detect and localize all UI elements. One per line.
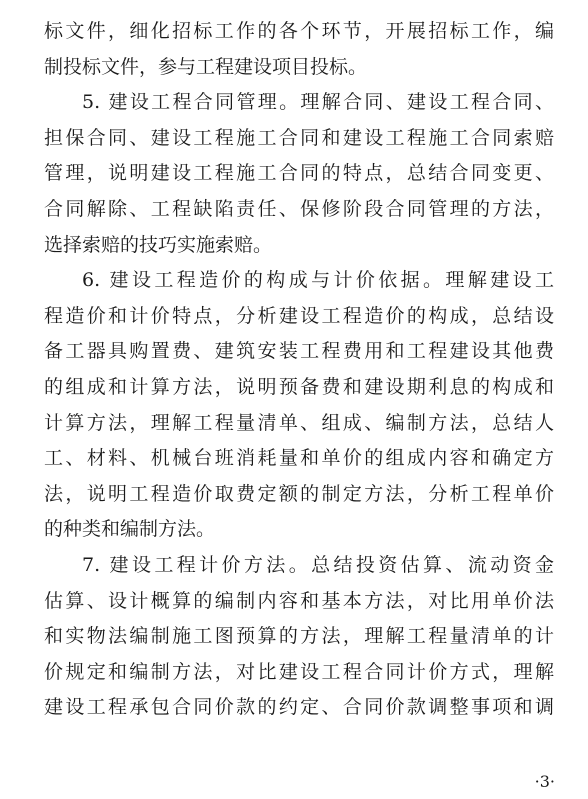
text-line: 选择索赔的技巧实施索赔。 xyxy=(44,233,273,256)
text-line: 标文件，细化招标工作的各个环节，开展招标工作，编 xyxy=(44,20,554,42)
text-line: 建设工程承包合同价款的约定、合同价款调整事项和调 xyxy=(44,696,554,719)
text-line: 法，说明工程造价取费定额的制定方法，分析工程单价 xyxy=(44,482,554,505)
text-line: 工、材料、机械台班消耗量和单价的组成内容和确定方 xyxy=(44,447,554,470)
text-line: 6. 建设工程造价的构成与计价依据。理解建设工 xyxy=(82,269,554,292)
text-line: 的组成和计算方法，说明预备费和建设期利息的构成和 xyxy=(44,375,554,398)
text-line: 备工器具购置费、建筑安装工程费用和工程建设其他费 xyxy=(44,340,554,363)
text-line: 计算方法，理解工程量清单、组成、编制方法，总结人 xyxy=(44,411,554,434)
text-line: 价规定和编制方法，对比建设工程合同计价方式，理解 xyxy=(44,660,554,683)
text-line: 的种类和编制方法。 xyxy=(44,518,216,541)
text-line: 7. 建设工程计价方法。总结投资估算、流动资金 xyxy=(82,553,554,576)
text-line: 估算、设计概算的编制内容和基本方法，对比用单价法 xyxy=(44,589,554,612)
text-line: 合同解除、工程缺陷责任、保修阶段合同管理的方法， xyxy=(44,197,554,220)
page-number: ·3· xyxy=(534,772,555,791)
text-line: 和实物法编制施工图预算的方法，理解工程量清单的计 xyxy=(44,625,554,648)
text-line: 管理，说明建设工程施工合同的特点，总结合同变更、 xyxy=(44,162,554,185)
document-body xyxy=(44,14,554,726)
text-line: 5. 建设工程合同管理。理解合同、建设工程合同、 xyxy=(82,91,554,114)
text-line: 担保合同、建设工程施工合同和建设工程施工合同索赔 xyxy=(44,126,554,149)
text-line: 制投标文件，参与工程建设项目投标。 xyxy=(44,55,368,78)
text-line: 程造价和计价特点，分析建设工程造价的构成，总结设 xyxy=(44,304,554,327)
